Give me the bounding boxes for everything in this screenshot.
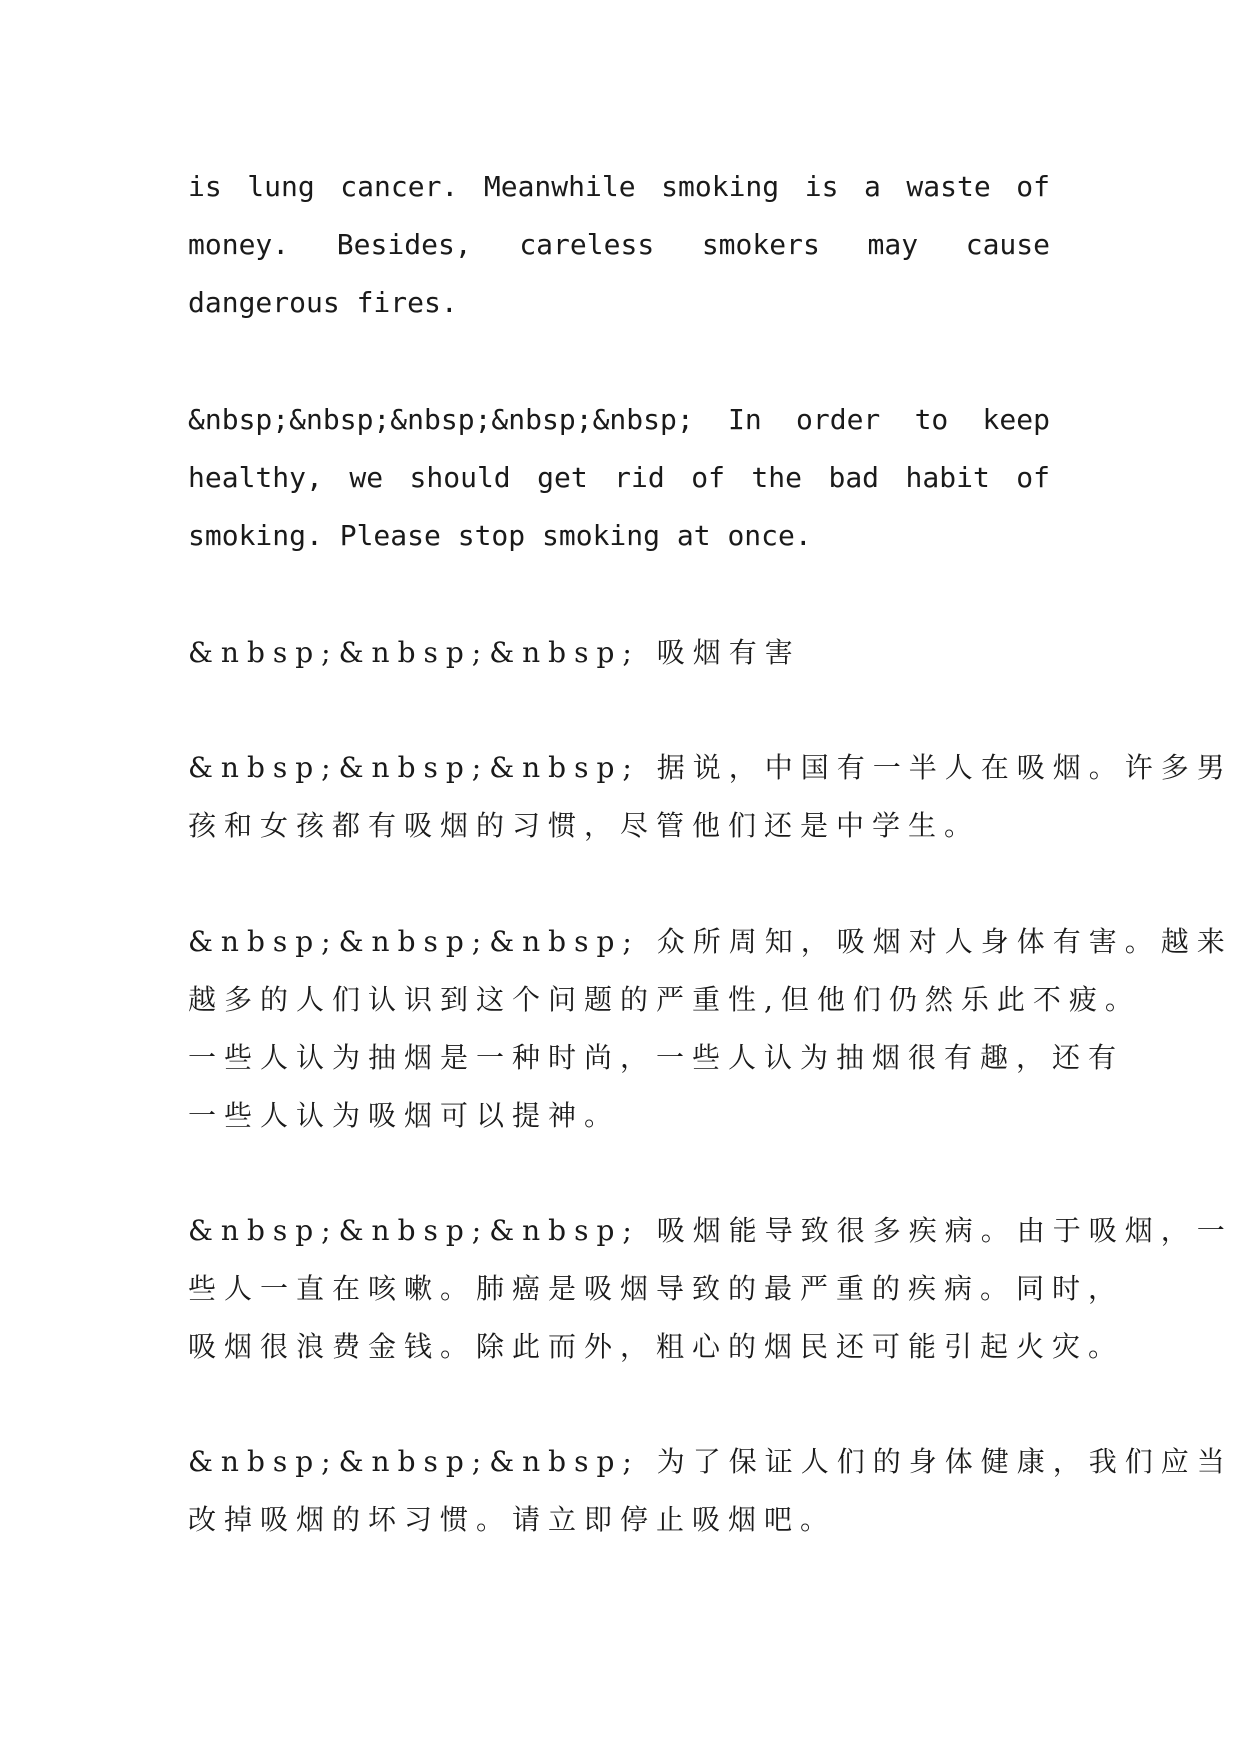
- text-line: 孩和女孩都有吸烟的习惯，尽管他们还是中学生。: [188, 809, 981, 842]
- paragraph-cn-intro: [188, 739, 1233, 855]
- text-line: healthy, we should get rid of the bad habit of: [188, 461, 1050, 494]
- paragraph-cn-diseases: [188, 1202, 1233, 1376]
- text-line: 改掉吸烟的坏习惯。请立即停止吸烟吧。: [188, 1503, 837, 1536]
- text-line: &nbsp;&nbsp;&nbsp; 吸烟能导致很多疾病。由于吸烟，一: [188, 1214, 1233, 1247]
- text-line: dangerous fires.: [188, 286, 458, 319]
- paragraph-cn-conclusion: [188, 1433, 1233, 1549]
- text-line: &nbsp;&nbsp;&nbsp; 众所周知，吸烟对人身体有害。越来: [188, 925, 1233, 958]
- paragraph-cn-harm: [188, 913, 1233, 1145]
- text-line: 一些人认为抽烟是一种时尚，一些人认为抽烟很有趣，还有: [188, 1041, 1125, 1074]
- text-line: &nbsp;&nbsp;&nbsp;&nbsp;&nbsp; In order to keep: [188, 403, 1050, 436]
- text-line: 些人一直在咳嗽。肺癌是吸烟导致的最严重的疾病。同时，: [188, 1272, 1125, 1305]
- text-line: 一些人认为吸烟可以提神。: [188, 1099, 621, 1132]
- text-line: 吸烟很浪费金钱。除此而外，粗心的烟民还可能引起火灾。: [188, 1330, 1125, 1363]
- text-line: smoking. Please stop smoking at once.: [188, 519, 812, 552]
- text-line: is lung cancer. Meanwhile smoking is a waste of: [188, 170, 1050, 203]
- text-line: &nbsp;&nbsp;&nbsp; 据说，中国有一半人在吸烟。许多男: [188, 751, 1233, 784]
- text-line: &nbsp;&nbsp;&nbsp; 为了保证人们的身体健康，我们应当: [188, 1445, 1233, 1478]
- text-line: money. Besides, careless smokers may cause: [188, 228, 1050, 261]
- paragraph-keep-healthy: [188, 391, 1050, 565]
- text-line: 越多的人们认识到这个问题的严重性,但他们仍然乐此不疲。: [188, 983, 1141, 1016]
- text-line: &nbsp;&nbsp;&nbsp; 吸烟有害: [188, 636, 801, 669]
- paragraph-lung-cancer: [188, 158, 1050, 332]
- chinese-heading: [188, 624, 1050, 682]
